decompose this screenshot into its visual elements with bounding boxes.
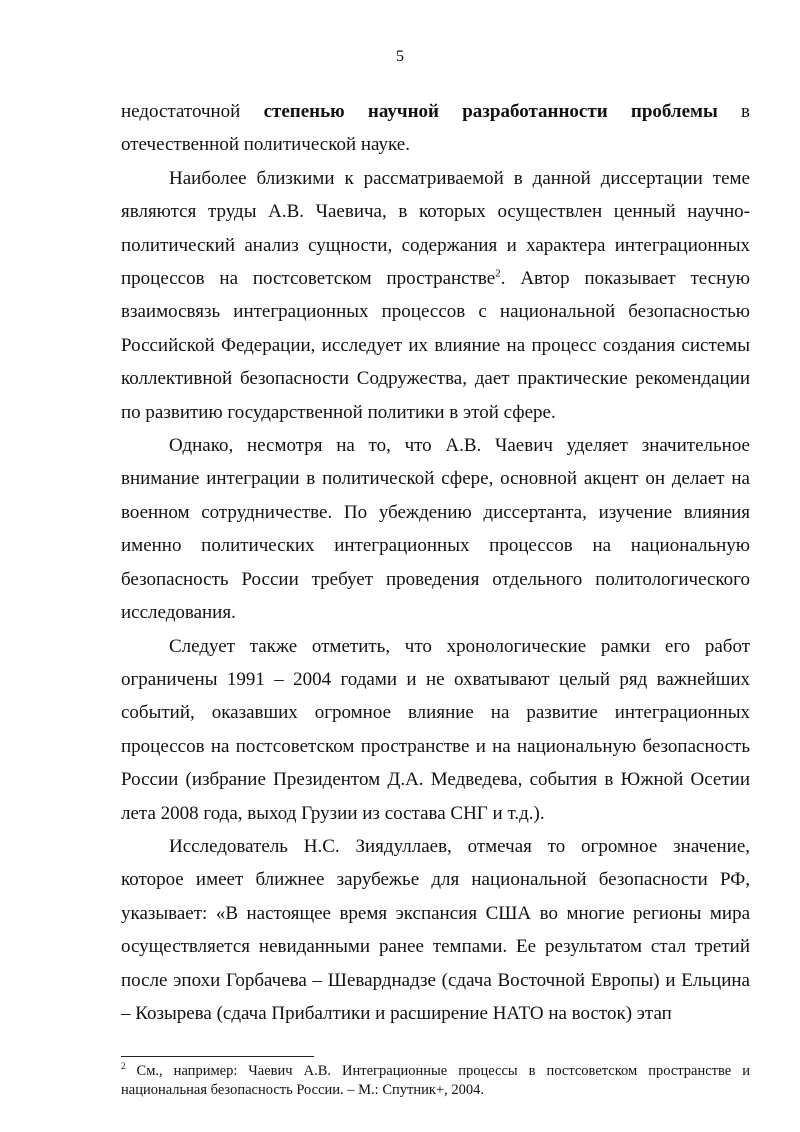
body-text: [121, 95, 750, 1030]
paragraph-2-text-start: Наиболее близкими к рассматриваемой в данной диссертации теме являются труды А.В. Чаевича, в которых осуществлен ценный научно-политический анализ сущности, содержания и характера интеграционных процессов на постсоветском пространстве: [121, 167, 750, 290]
paragraph-1-text-start: недостаточной: [121, 101, 264, 122]
footnote-marker: 2: [121, 1061, 126, 1072]
footnote-text: См., например: Чаевич А.В. Интеграционные процессы в постсоветском пространстве и национальная безопасность России. – М.: Спутник+, 2004.: [121, 1063, 750, 1098]
paragraph-2: [121, 162, 750, 429]
paragraph-1-bold-phrase: степенью научной разработанности проблемы: [263, 101, 718, 122]
page-number: 5: [396, 48, 404, 65]
footnote: [121, 1062, 750, 1100]
footnote-reference[interactable]: 2: [495, 267, 501, 280]
paragraph-3: Однако, несмотря на то, что А.В. Чаевич уделяет значительное внимание интеграции в политической сфере, основной акцент он делает на военном сотрудничестве. По убеждению диссертанта, изучение влияния именно политических интеграционных процессов на национальную безопасность России требует проведения отдельного политологического исследования.: [121, 435, 750, 624]
paragraph-2-text-end: . Автор показывает тесную взаимосвязь интеграционных процессов с национальной безопасностью Российской Федерации, исследует их влияние на процесс создания системы коллективной безопасности Содружества, дает практические рекомендации по развитию государственной политики в этой сфере.: [121, 268, 751, 423]
paragraph-4: Следует также отметить, что хронологические рамки его работ ограничены 1991 – 2004 годами и не охватывают целый ряд важнейших событий, оказавших огромное влияние на развитие интеграционных процессов на постсоветском пространстве и на национальную безопасность России (избрание Президентом Д.А. Медведева, события в Южной Осетии лета 2008 года, выход Грузии из состава СНГ и т.д.).: [121, 635, 750, 824]
footnote-separator: [121, 1056, 314, 1057]
paragraph-1-text-end: в отечественной политической науке.: [121, 101, 750, 156]
paragraph-1: [121, 95, 750, 162]
paragraph-5: Исследователь Н.С. Зиядуллаев, отмечая то огромное значение, которое имеет ближнее зарубежье для национальной безопасности РФ, указывает: «В настоящее время экспансия США во многие регионы мира осуществляется невиданными ранее темпами. Ее результатом стал третий после эпохи Горбачева – Шеварднадзе (сдача Восточной Европы) и Ельцина – Козырева (сдача Прибалтики и расширение НАТО на восток) этап: [121, 835, 750, 1024]
